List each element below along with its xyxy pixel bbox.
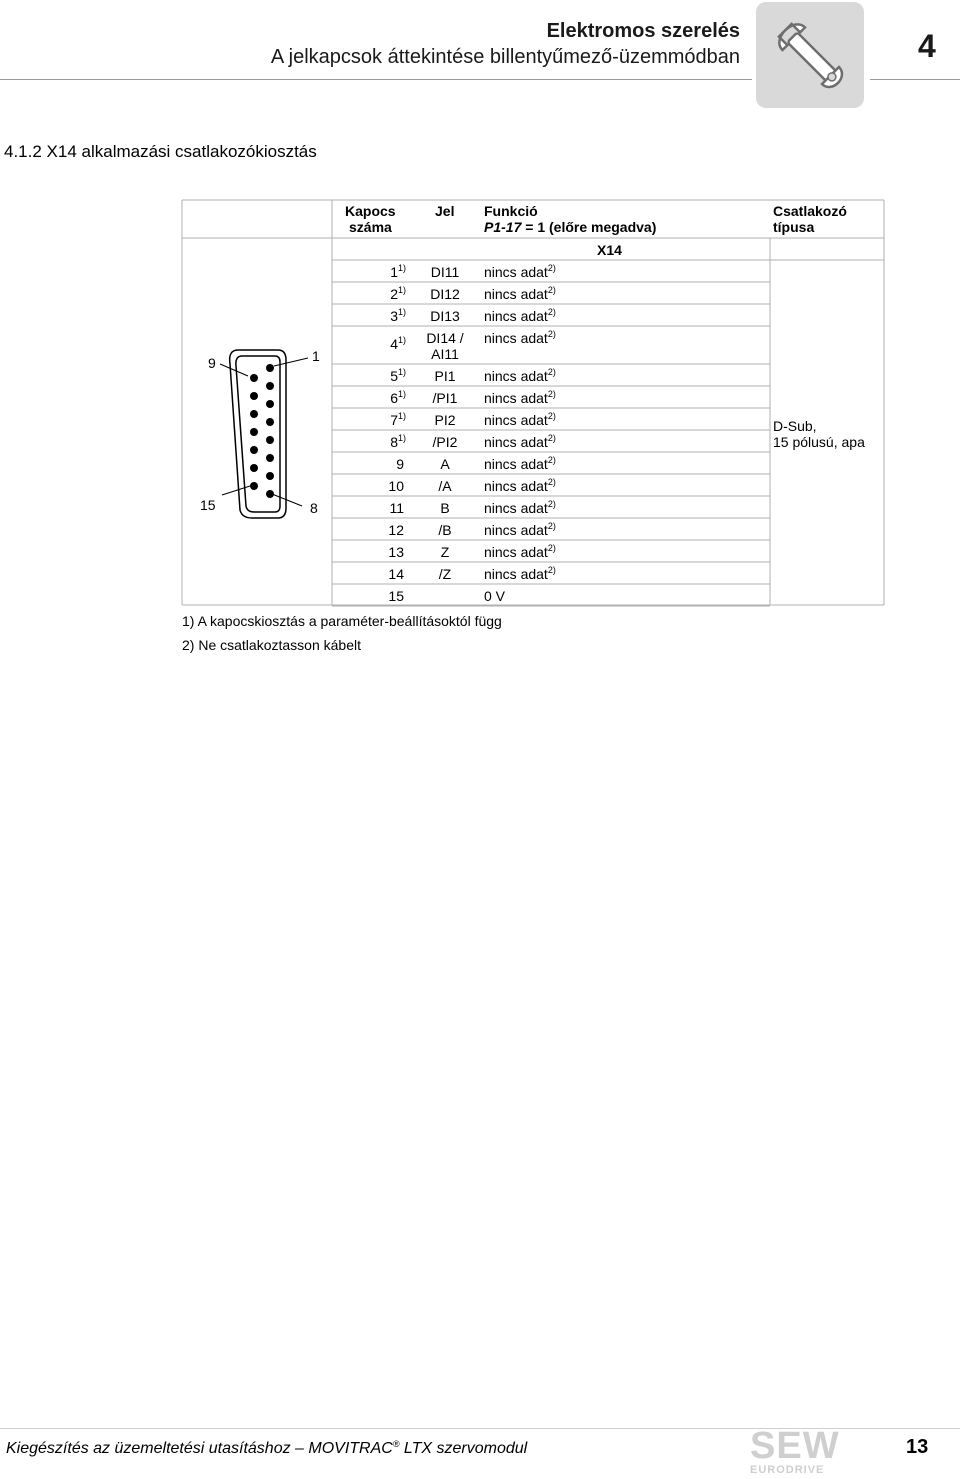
terminal-number — [360, 368, 406, 384]
signal-name — [410, 500, 480, 516]
signal-line1: /Z — [438, 566, 452, 582]
signal-line1: PI2 — [434, 412, 456, 428]
function-text — [484, 264, 556, 280]
terminal-footnote-mark: 1) — [397, 285, 406, 295]
function-footnote-mark: 2) — [547, 329, 556, 339]
function-value: nincs adat — [484, 330, 548, 346]
function-footnote-mark: 2) — [547, 565, 556, 575]
function-text — [484, 566, 556, 582]
terminal-number-value: 6 — [390, 390, 398, 406]
terminal-number — [360, 500, 404, 516]
logo-bottom: EURODRIVE — [750, 1464, 825, 1476]
terminal-number — [360, 544, 404, 560]
terminal-footnote-mark: 1) — [397, 389, 406, 399]
function-value: nincs adat — [484, 434, 548, 450]
function-footnote-mark: 2) — [547, 367, 556, 377]
header-function-param: P1-17 — [484, 219, 522, 235]
terminal-number — [360, 412, 406, 428]
terminal-footnote-mark: 1) — [397, 335, 406, 345]
header-terminal-line2: száma — [349, 219, 392, 235]
footnote-1: 1) A kapocskiosztás a paraméter-beállításoktól függ — [182, 613, 502, 629]
terminal-number — [360, 286, 406, 302]
signal-name — [410, 412, 480, 428]
function-text — [484, 308, 556, 324]
function-value: nincs adat — [484, 500, 548, 516]
function-text — [484, 500, 556, 516]
terminal-number-value: 15 — [388, 588, 404, 604]
function-text — [484, 544, 556, 560]
footer-text-tail: LTX szervomodul — [399, 1440, 528, 1457]
footer-text-main: Kiegészítés az üzemeltetési utasításhoz – MOVITRAC — [6, 1440, 393, 1457]
terminal-number-value: 11 — [389, 500, 404, 516]
terminal-number-value: 12 — [388, 522, 404, 538]
pin-label-1: 1 — [312, 348, 320, 364]
signal-name — [410, 478, 480, 494]
header-title: Elektromos szerelés — [546, 20, 740, 42]
function-text — [484, 588, 505, 604]
terminal-number — [360, 456, 404, 472]
pin-label-9: 9 — [208, 355, 216, 371]
signal-name — [410, 544, 480, 560]
terminal-footnote-mark: 1) — [397, 411, 406, 421]
footer-text — [6, 1440, 527, 1458]
terminal-number-value: 9 — [396, 456, 404, 472]
function-footnote-mark: 2) — [547, 285, 556, 295]
function-footnote-mark: 2) — [547, 411, 556, 421]
pin-label-8: 8 — [310, 500, 318, 516]
terminal-number — [360, 566, 404, 582]
header-function-line1: Funkció — [484, 203, 538, 219]
function-footnote-mark: 2) — [547, 499, 556, 509]
signal-line1: Z — [440, 544, 450, 560]
signal-name — [410, 330, 480, 362]
signal-line1: /PI2 — [432, 434, 458, 450]
terminal-number-value: 1 — [390, 264, 398, 280]
connector-type-line2: 15 pólusú, apa — [773, 434, 865, 450]
function-footnote-mark: 2) — [547, 521, 556, 531]
signal-name — [410, 308, 480, 324]
terminal-number — [360, 336, 406, 352]
signal-name — [410, 434, 480, 450]
function-footnote-mark: 2) — [547, 307, 556, 317]
terminal-number — [360, 478, 404, 494]
section-title: 4.1.2 X14 alkalmazási csatlakozókiosztás — [4, 142, 317, 161]
function-value: nincs adat — [484, 522, 548, 538]
function-text — [484, 412, 556, 428]
table-grid — [0, 0, 960, 700]
function-footnote-mark: 2) — [547, 263, 556, 273]
terminal-number — [360, 434, 406, 450]
function-footnote-mark: 2) — [547, 455, 556, 465]
pin-label-15: 15 — [200, 497, 216, 513]
terminal-number — [360, 588, 404, 604]
signal-name — [410, 368, 480, 384]
signal-line1: B — [440, 500, 450, 516]
function-text — [484, 390, 556, 406]
header-signal: Jel — [435, 203, 455, 219]
signal-line1: DI12 — [430, 286, 460, 302]
signal-line1: PI1 — [434, 368, 456, 384]
terminal-footnote-mark: 1) — [397, 367, 406, 377]
terminal-number — [360, 390, 406, 406]
terminal-number-value: 10 — [388, 478, 404, 494]
signal-name — [410, 566, 480, 582]
page-number: 13 — [906, 1436, 929, 1458]
header-subtitle: A jelkapcsok áttekintése billentyűmező-üzemmódban — [270, 46, 740, 68]
terminal-number — [360, 308, 406, 324]
sew-eurodrive-logo — [750, 1425, 860, 1478]
function-value: nincs adat — [484, 566, 548, 582]
terminal-number-value: 8 — [390, 434, 398, 450]
function-value: nincs adat — [484, 544, 548, 560]
function-text — [484, 456, 556, 472]
signal-line1: /PI1 — [432, 390, 458, 406]
function-text — [484, 368, 556, 384]
signal-line1: /B — [438, 522, 452, 538]
terminal-footnote-mark: 1) — [397, 433, 406, 443]
header-function-rest: = 1 (előre megadva) — [521, 219, 657, 235]
terminal-number — [360, 264, 406, 280]
logo-top: SEW — [750, 1425, 840, 1467]
terminal-number-value: 13 — [388, 544, 404, 560]
signal-name — [410, 264, 480, 280]
signal-name — [410, 390, 480, 406]
signal-name — [410, 522, 480, 538]
function-footnote-mark: 2) — [547, 543, 556, 553]
terminal-number-value: 7 — [390, 412, 398, 428]
terminal-number — [360, 522, 404, 538]
header-connector — [773, 203, 847, 235]
terminal-number-value: 4 — [390, 336, 398, 352]
header-terminal — [345, 203, 396, 235]
function-value: nincs adat — [484, 456, 548, 472]
signal-line1: A — [440, 456, 450, 472]
function-value: 0 V — [484, 588, 506, 604]
chapter-number: 4 — [918, 28, 936, 64]
signal-name — [410, 456, 480, 472]
function-value: nincs adat — [484, 286, 548, 302]
function-footnote-mark: 2) — [547, 389, 556, 399]
signal-line1: /A — [438, 478, 452, 494]
function-text — [484, 478, 556, 494]
header-function — [484, 203, 656, 235]
function-footnote-mark: 2) — [547, 477, 556, 487]
terminal-number-value: 14 — [388, 566, 404, 582]
connector-type-line1: D-Sub, — [773, 418, 817, 434]
header-terminal-line1: Kapocs — [345, 203, 396, 219]
terminal-footnote-mark: 1) — [397, 263, 406, 273]
function-value: nincs adat — [484, 264, 548, 280]
function-value: nincs adat — [484, 390, 548, 406]
pin-holes — [250, 364, 274, 498]
group-label-x14: X14 — [597, 242, 622, 258]
function-value: nincs adat — [484, 478, 548, 494]
header-connector-line1: Csatlakozó — [773, 203, 847, 219]
signal-name — [410, 286, 480, 302]
terminal-number-value: 2 — [390, 286, 398, 302]
signal-line1: DI14 / — [426, 330, 464, 346]
header-connector-line2: típusa — [773, 219, 815, 235]
registered-mark: ® — [392, 1439, 400, 1449]
function-text — [484, 286, 556, 302]
function-text — [484, 522, 556, 538]
signal-line2: AI11 — [431, 346, 459, 362]
footnote-2: 2) Ne csatlakoztasson kábelt — [182, 637, 361, 653]
function-text — [484, 330, 556, 346]
terminal-number-value: 3 — [390, 308, 398, 324]
signal-line1: DI13 — [430, 308, 460, 324]
function-value: nincs adat — [484, 412, 548, 428]
terminal-footnote-mark: 1) — [397, 307, 406, 317]
function-value: nincs adat — [484, 308, 548, 324]
function-footnote-mark: 2) — [547, 433, 556, 443]
function-value: nincs adat — [484, 368, 548, 384]
terminal-number-value: 5 — [390, 368, 398, 384]
function-text — [484, 434, 556, 450]
signal-line1: DI11 — [430, 264, 460, 280]
